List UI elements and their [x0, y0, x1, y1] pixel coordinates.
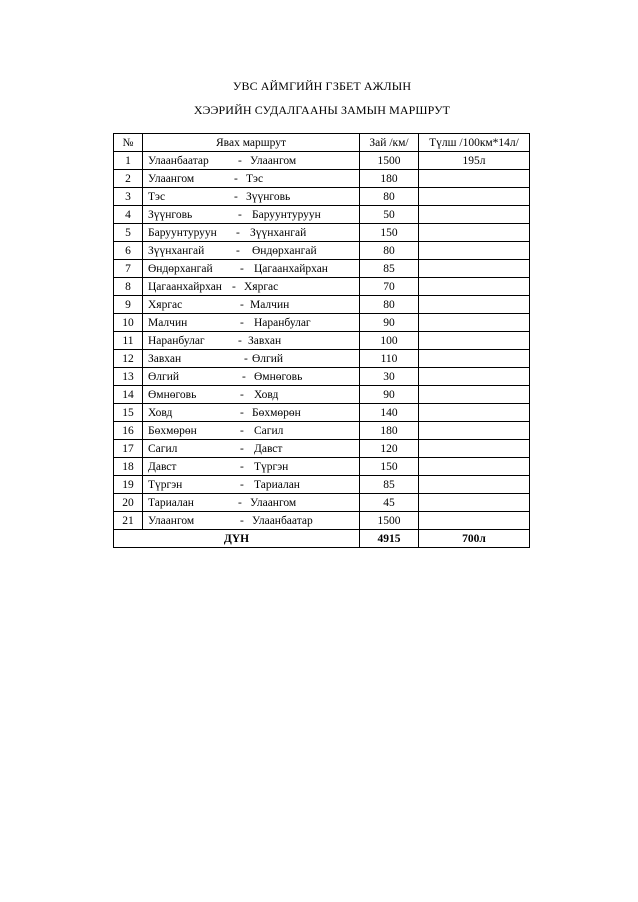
row-route: [143, 278, 360, 296]
route-cell: [148, 315, 359, 331]
route-from: Улаангом: [148, 172, 195, 185]
route-separator: -: [238, 154, 242, 167]
row-number: 15: [114, 404, 143, 422]
row-fuel: [419, 278, 530, 296]
table-row: [114, 296, 530, 314]
route-to: Ховд: [254, 388, 279, 401]
header-distance: Зай /км/: [360, 134, 419, 152]
document-title-line2: ХЭЭРИЙН СУДАЛГААНЫ ЗАМЫН МАРШРУТ: [193, 103, 451, 117]
route-from: Өндөрхангай: [148, 262, 213, 275]
table-row: [114, 206, 530, 224]
row-fuel: [419, 188, 530, 206]
row-route: [143, 260, 360, 278]
row-distance: 80: [360, 242, 419, 260]
row-fuel: [419, 422, 530, 440]
route-separator: -: [236, 226, 240, 239]
route-separator: -: [240, 388, 244, 401]
row-fuel: [419, 350, 530, 368]
row-number: 7: [114, 260, 143, 278]
row-fuel: [419, 404, 530, 422]
route-cell: [148, 279, 359, 295]
row-distance: 140: [360, 404, 419, 422]
route-cell: [148, 171, 359, 187]
row-route: [143, 314, 360, 332]
route-from: Завхан: [148, 352, 182, 365]
route-from: Бөхмөрөн: [148, 424, 197, 437]
route-from: Наранбулаг: [148, 334, 205, 347]
route-to: Хяргас: [244, 280, 279, 293]
route-separator: -: [234, 190, 238, 203]
route-from: Улаанбаатар: [148, 154, 209, 167]
row-fuel: [419, 242, 530, 260]
route-to: Зүүнговь: [246, 190, 291, 203]
route-cell: [148, 351, 359, 367]
route-cell: [148, 423, 359, 439]
route-to: Наранбулаг: [254, 316, 311, 329]
row-number: 5: [114, 224, 143, 242]
route-to: Улаангом: [250, 496, 297, 509]
route-to: Малчин: [250, 298, 290, 311]
row-fuel: [419, 206, 530, 224]
row-route: [143, 368, 360, 386]
route-cell: [148, 333, 359, 349]
table-row: [114, 152, 530, 170]
row-distance: 180: [360, 170, 419, 188]
row-number: 2: [114, 170, 143, 188]
route-cell: [148, 243, 359, 259]
row-distance: 80: [360, 188, 419, 206]
route-from: Тэс: [148, 190, 166, 203]
table-row: [114, 368, 530, 386]
route-separator: -: [232, 280, 236, 293]
row-fuel: [419, 260, 530, 278]
route-separator: -: [240, 478, 244, 491]
table-row: [114, 314, 530, 332]
table-row: [114, 404, 530, 422]
row-distance: 85: [360, 476, 419, 494]
route-to: Сагил: [254, 424, 284, 437]
row-distance: 70: [360, 278, 419, 296]
route-from: Сагил: [148, 442, 178, 455]
row-fuel: [419, 494, 530, 512]
row-distance: 150: [360, 458, 419, 476]
row-distance: 100: [360, 332, 419, 350]
table-row: [114, 386, 530, 404]
table-row: [114, 278, 530, 296]
route-separator: -: [240, 316, 244, 329]
header-route: Явах маршрут: [143, 134, 360, 152]
route-from: Давст: [148, 460, 177, 473]
row-fuel: [419, 512, 530, 530]
route-from: Өмнөговь: [148, 388, 197, 401]
row-fuel: [419, 440, 530, 458]
row-number: 18: [114, 458, 143, 476]
row-route: [143, 332, 360, 350]
row-distance: 50: [360, 206, 419, 224]
row-route: [143, 386, 360, 404]
row-distance: 180: [360, 422, 419, 440]
table-row: [114, 476, 530, 494]
document-title-line1: УВС АЙМГИЙН ГЗБЕТ АЖЛЫН: [232, 79, 412, 93]
route-to: Тариалан: [254, 478, 300, 491]
table-row: [114, 242, 530, 260]
row-number: 6: [114, 242, 143, 260]
row-distance: 1500: [360, 512, 419, 530]
route-to: Баруунтуруун: [252, 208, 321, 221]
row-fuel: [419, 314, 530, 332]
route-to: Түргэн: [254, 460, 289, 473]
route-separator: -: [238, 208, 242, 221]
row-route: [143, 242, 360, 260]
row-number: 12: [114, 350, 143, 368]
row-distance: 80: [360, 296, 419, 314]
row-distance: 150: [360, 224, 419, 242]
route-separator: -: [238, 334, 242, 347]
route-to: Бөхмөрөн: [252, 406, 301, 419]
row-route: [143, 188, 360, 206]
route-cell: [148, 369, 359, 385]
route-to: Улаангом: [250, 154, 297, 167]
row-route: [143, 494, 360, 512]
route-cell: [148, 189, 359, 205]
row-fuel: [419, 332, 530, 350]
row-fuel: [419, 386, 530, 404]
route-separator: -: [236, 244, 240, 257]
table-row: [114, 440, 530, 458]
route-to: Завхан: [248, 334, 282, 347]
row-route: [143, 404, 360, 422]
row-number: 11: [114, 332, 143, 350]
route-separator: -: [238, 496, 242, 509]
row-distance: 90: [360, 314, 419, 332]
row-number: 1: [114, 152, 143, 170]
row-distance: 110: [360, 350, 419, 368]
table-row: [114, 224, 530, 242]
row-number: 3: [114, 188, 143, 206]
row-distance: 45: [360, 494, 419, 512]
route-separator: -: [240, 262, 244, 275]
row-distance: 1500: [360, 152, 419, 170]
row-route: [143, 422, 360, 440]
row-route: [143, 206, 360, 224]
route-cell: [148, 477, 359, 493]
row-number: 9: [114, 296, 143, 314]
header-number: №: [114, 134, 143, 152]
route-from: Малчин: [148, 316, 188, 329]
row-route: [143, 458, 360, 476]
row-distance: 30: [360, 368, 419, 386]
row-number: 17: [114, 440, 143, 458]
route-to: Өлгий: [252, 352, 284, 365]
row-number: 14: [114, 386, 143, 404]
route-cell: [148, 459, 359, 475]
table-row: [114, 260, 530, 278]
route-separator: -: [244, 352, 248, 365]
row-route: [143, 296, 360, 314]
row-route: [143, 512, 360, 530]
row-number: 19: [114, 476, 143, 494]
route-cell: [148, 153, 359, 169]
route-cell: [148, 387, 359, 403]
row-fuel: [419, 170, 530, 188]
row-fuel: 195л: [419, 152, 530, 170]
row-number: 10: [114, 314, 143, 332]
row-fuel: [419, 224, 530, 242]
row-route: [143, 350, 360, 368]
table-row: [114, 170, 530, 188]
route-to: Тэс: [246, 172, 264, 185]
route-separator: -: [240, 298, 244, 311]
table-row: [114, 494, 530, 512]
row-number: 21: [114, 512, 143, 530]
table-row: [114, 512, 530, 530]
table-row: [114, 422, 530, 440]
table-row: [114, 332, 530, 350]
total-fuel: 700л: [419, 530, 530, 548]
route-table: [113, 133, 530, 548]
table-row: [114, 458, 530, 476]
route-cell: [148, 441, 359, 457]
route-from: Зүүнговь: [148, 208, 193, 221]
route-to: Цагаанхайрхан: [254, 262, 328, 275]
route-from: Баруунтуруун: [148, 226, 217, 239]
row-number: 8: [114, 278, 143, 296]
route-cell: [148, 513, 359, 529]
route-from: Ховд: [148, 406, 173, 419]
route-to: Улаанбаатар: [252, 514, 313, 527]
route-from: Түргэн: [148, 478, 183, 491]
table-row: [114, 188, 530, 206]
row-distance: 120: [360, 440, 419, 458]
table-row: [114, 350, 530, 368]
route-cell: [148, 261, 359, 277]
table-header-row: [114, 134, 530, 152]
row-fuel: [419, 476, 530, 494]
route-cell: [148, 225, 359, 241]
row-number: 13: [114, 368, 143, 386]
route-separator: -: [240, 460, 244, 473]
total-label: ДҮН: [114, 530, 360, 548]
route-cell: [148, 207, 359, 223]
route-from: Цагаанхайрхан: [148, 280, 222, 293]
row-fuel: [419, 458, 530, 476]
route-separator: -: [240, 424, 244, 437]
row-fuel: [419, 296, 530, 314]
row-number: 20: [114, 494, 143, 512]
row-route: [143, 224, 360, 242]
row-route: [143, 170, 360, 188]
route-from: Улаангом: [148, 514, 195, 527]
header-fuel: Түлш /100км*14л/: [419, 134, 530, 152]
row-route: [143, 476, 360, 494]
route-from: Өлгий: [148, 370, 180, 383]
route-from: Зүүнхангай: [148, 244, 205, 257]
row-route: [143, 152, 360, 170]
route-separator: -: [240, 442, 244, 455]
route-separator: -: [234, 172, 238, 185]
row-distance: 90: [360, 386, 419, 404]
route-cell: [148, 495, 359, 511]
route-to: Давст: [254, 442, 283, 455]
route-separator: -: [240, 406, 244, 419]
route-cell: [148, 297, 359, 313]
route-from: Тариалан: [148, 496, 194, 509]
route-separator: -: [240, 514, 244, 527]
row-fuel: [419, 368, 530, 386]
route-to: Зүүнхангай: [250, 226, 307, 239]
row-distance: 85: [360, 260, 419, 278]
row-route: [143, 440, 360, 458]
row-number: 16: [114, 422, 143, 440]
row-number: 4: [114, 206, 143, 224]
route-to: Өмнөговь: [254, 370, 303, 383]
total-row: [114, 530, 530, 548]
route-table-body: [114, 152, 530, 530]
route-to: Өндөрхангай: [252, 244, 317, 257]
route-separator: -: [242, 370, 246, 383]
route-from: Хяргас: [148, 298, 183, 311]
total-distance: 4915: [360, 530, 419, 548]
route-cell: [148, 405, 359, 421]
